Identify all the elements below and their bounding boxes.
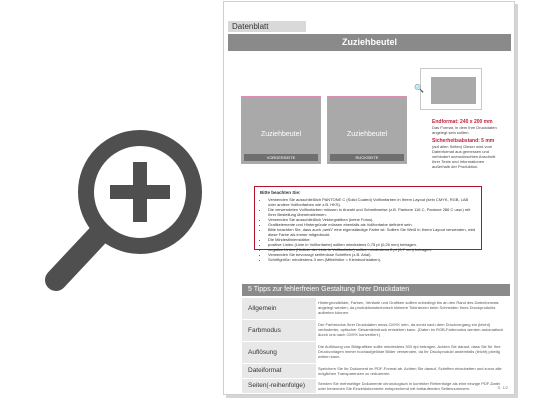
tip-key: Seiten(-reihenfolge): [242, 379, 316, 393]
note-item: • Schriftgröße: mindestens 3 mm (Mittelhöhe = Kleinbuchstaben).: [268, 257, 476, 262]
note-item: • positive Linien (Linie in Vollfonfarbe) sollten mindestens 0,75 pt (0,26 mm) betragen.: [268, 242, 476, 247]
doc-tab: Datenblatt: [228, 21, 306, 32]
doc-title: Zuziehbeutel: [228, 34, 511, 51]
tip-row: [242, 298, 510, 319]
tip-key: Allgemein: [242, 298, 316, 319]
note-item: • Grafikelemente und Hintergründe müssen ebenfalls als Vollfonfarbe definiert sein.: [268, 222, 476, 227]
note-item: • negative Linien (Hinlinie der Linie in Vollfonfarbe) sollten mindestens 2 pt (0,7 mm) betragen.: [268, 247, 476, 252]
format-preview: [420, 68, 482, 110]
thumb-caption: VORDERSEITE: [244, 154, 318, 161]
tip-text: Senden Sie mehrseitige Dokumente chronologisch in korrekter Reihenfolge als eine einzige PDF-Datei oder benennen Sie Einzeldokumente entsprechend mit fortlaufenden Seitennummern.: [318, 381, 500, 391]
note-item: • Verwenden Sie ausschließlich Vektorgrafiken (keine Fotos).: [268, 217, 476, 222]
note-item: • Die verwendeten Vollfonfarben müssen in Anzahl und Schreibweise (z.B. Pantone 116 C, Pantone 286 C usw.) mit Ihrer Bestellung übereinstimmen.: [268, 207, 476, 217]
thumb-label: Zuziehbeutel: [346, 131, 388, 138]
zoom-in-icon[interactable]: [42, 118, 227, 303]
note-list: [260, 197, 476, 262]
thumb-front: [241, 96, 321, 164]
note-item: • Die Mindestlinienstärke:: [268, 237, 476, 242]
end-format-text: Das Format, in dem Ihre Druckdaten angelegt sein sollten.: [432, 125, 497, 135]
note-box: [254, 186, 482, 262]
tip-text: Der Farbmodus Ihrer Druckdaten muss CMYK sein, da sonst nach dem Druckvorgang ein (leicht) veränderter, optischer Gesamteindruck entstehen kann. (Daten im RGB-Farbmodus werden automatisch durch uns nach CMYK konvertiert.): [318, 322, 504, 337]
format-info: [432, 120, 502, 169]
tip-text: Speichern Sie Ihr Dokument im PDF-Format ab. Achten Sie darauf, Schriften einzubetten und zuvor alle möglichen Transparenzen zu reduzieren.: [318, 366, 502, 376]
thumb-back: [327, 96, 407, 164]
mini-zoom-icon: 🔍: [414, 84, 424, 93]
safety-text: (auf allen Seiten) Dieser wird vom Datenformat aus gemessen und verhindert unerwünschten Anschnitt Ihrer Texte und Informationen außerhalb der Produktion.: [432, 144, 496, 169]
note-title: Bitte beachten Sie:: [260, 190, 301, 195]
thumb-caption: RÜCKSEITE: [330, 154, 404, 161]
note-item: • Verwenden Sie ausschließlich PANTONE C (Solid Coated) Vollfonfarben in Ihrem Layout (kein CMYK, RGB, LAB oder andere Vollfonfarben wie z.B. HKS).: [268, 197, 476, 207]
thumb-label: Zuziehbeutel: [260, 131, 302, 138]
tip-row: [242, 364, 510, 378]
tip-key: Dateiformat: [242, 364, 316, 378]
document-page: [223, 1, 515, 395]
note-item: • Bitte beachten Sie, dass auch „weiß“ eine eigenständige Farbe ist. Sollten Sie Weiß in Ihrem Layout verwenden, wird diese Farbe als immer mitgedruckt.: [268, 227, 476, 237]
tip-row: [242, 320, 510, 341]
tip-text: Hintergrundbilder, Farben, Verläufe und Grafiken sollten unbedingt bis an den Rand des Datenformats angelegt werden, da produktionstechnisch kleinere Toleranzen beim Schneiden Ihres Druckprodukts auftreten können.: [318, 300, 499, 315]
tip-text: Die Auflösung von Bildgrafiken sollte mindestens 300 dpi betragen. Achten Sie darauf, dass Sie für Ihre Druckvorlagen immer hochaufgelöste Bilder verwenden, da Ihr Druckprodukt andernfalls (leicht) pixelig wirken kann.: [318, 344, 501, 359]
safety-title: Sicherheitsabstand: 5 mm: [432, 138, 495, 144]
tip-key: Farbmodus: [242, 320, 316, 341]
tip-row: [242, 379, 510, 393]
note-item: • Verwenden Sie bevorzugt serifenlose Schriften (z.B. Arial).: [268, 252, 476, 257]
tip-key: Auflösung: [242, 342, 316, 363]
tip-row: [242, 342, 510, 363]
page-number: S. 1/2: [497, 385, 508, 390]
end-format-title: Endformat: 240 x 200 mm: [432, 119, 493, 125]
tips-title: 5 Tipps zur fehlerfreien Gestaltung Ihrer Druckdaten: [242, 284, 510, 296]
